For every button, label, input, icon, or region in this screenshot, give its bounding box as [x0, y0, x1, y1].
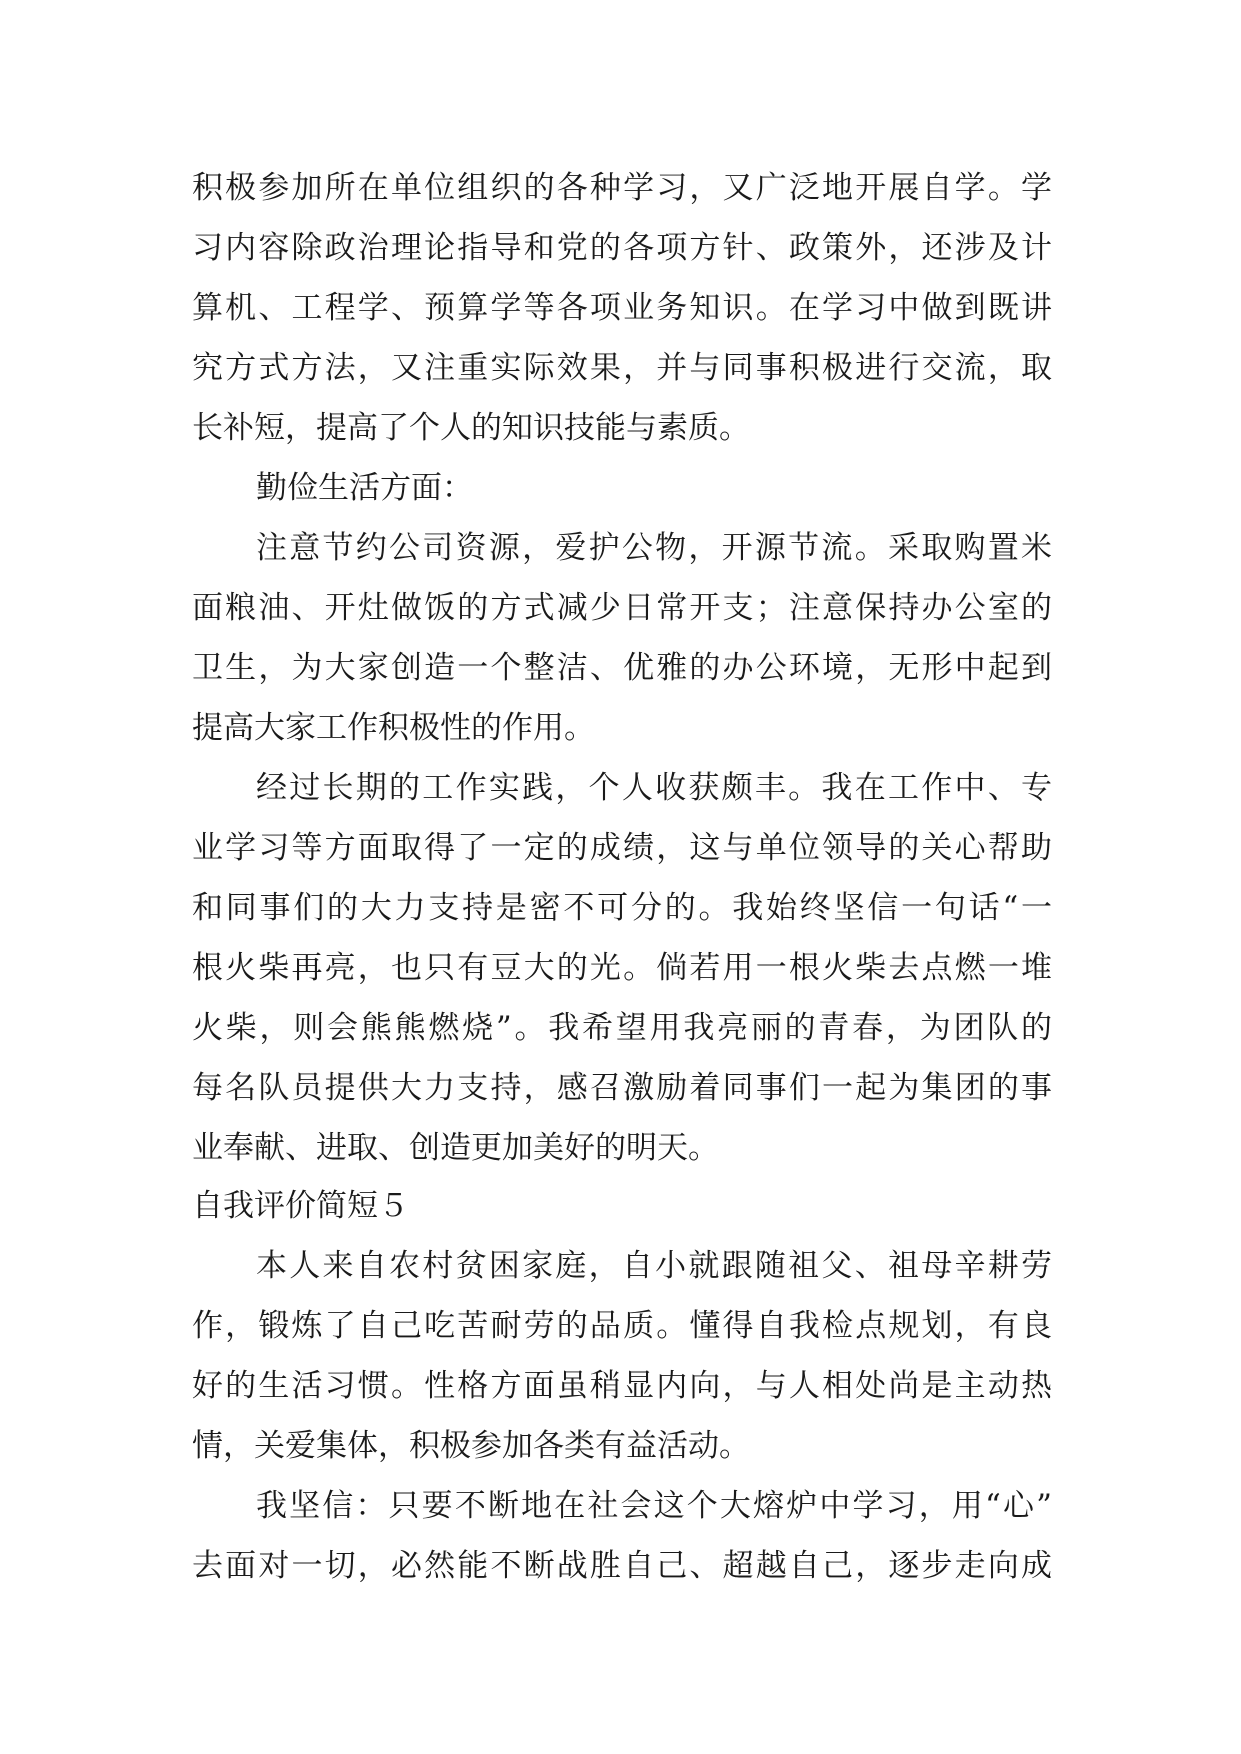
text-line: 经过长期的工作实践，个人收获颇丰。我在工作中、专 — [256, 770, 1052, 806]
text-line: 作，锻炼了自己吃苦耐劳的品质。懂得自我检点规划，有良 — [192, 1308, 1052, 1344]
text-line: 长补短，提高了个人的知识技能与素质。 — [192, 410, 750, 446]
text-line: 每名队员提供大力支持，感召激励着同事们一起为集团的事 — [192, 1070, 1052, 1106]
text-line: 业学习等方面取得了一定的成绩，这与单位领导的关心帮助 — [192, 830, 1052, 866]
text-line: 面粮油、开灶做饭的方式减少日常开支；注意保持办公室的 — [192, 590, 1052, 626]
section-subheading: 勤俭生活方面： — [256, 470, 473, 506]
text-line: 去面对一切，必然能不断战胜自己、超越自己，逐步走向成 — [192, 1548, 1052, 1584]
text-line: 情，关爱集体，积极参加各类有益活动。 — [192, 1428, 750, 1464]
text-line: 积极参加所在单位组织的各种学习，又广泛地开展自学。学 — [192, 170, 1052, 206]
text-line: 注意节约公司资源，爱护公物，开源节流。采取购置米 — [256, 530, 1052, 566]
text-line: 和同事们的大力支持是密不可分的。我始终坚信一句话“一 — [192, 890, 1052, 926]
text-line: 卫生，为大家创造一个整洁、优雅的办公环境，无形中起到 — [192, 650, 1052, 686]
text-line: 习内容除政治理论指导和党的各项方针、政策外，还涉及计 — [192, 230, 1052, 266]
text-line: 我坚信：只要不断地在社会这个大熔炉中学习，用“心” — [256, 1488, 1052, 1524]
text-line: 好的生活习惯。性格方面虽稍显内向，与人相处尚是主动热 — [192, 1368, 1052, 1404]
text-line: 本人来自农村贫困家庭，自小就跟随祖父、祖母辛耕劳 — [256, 1248, 1052, 1284]
text-line: 根火柴再亮，也只有豆大的光。倘若用一根火柴去点燃一堆 — [192, 950, 1052, 986]
text-line: 提高大家工作积极性的作用。 — [192, 710, 595, 746]
section-title: 自我评价简短５ — [192, 1188, 409, 1224]
text-line: 究方式方法，又注重实际效果，并与同事积极进行交流，取 — [192, 350, 1052, 386]
text-line: 业奉献、进取、创造更加美好的明天。 — [192, 1130, 719, 1166]
text-line: 火柴，则会熊熊燃烧”。我希望用我亮丽的青春，为团队的 — [192, 1010, 1052, 1046]
text-line: 算机、工程学、预算学等各项业务知识。在学习中做到既讲 — [192, 290, 1052, 326]
